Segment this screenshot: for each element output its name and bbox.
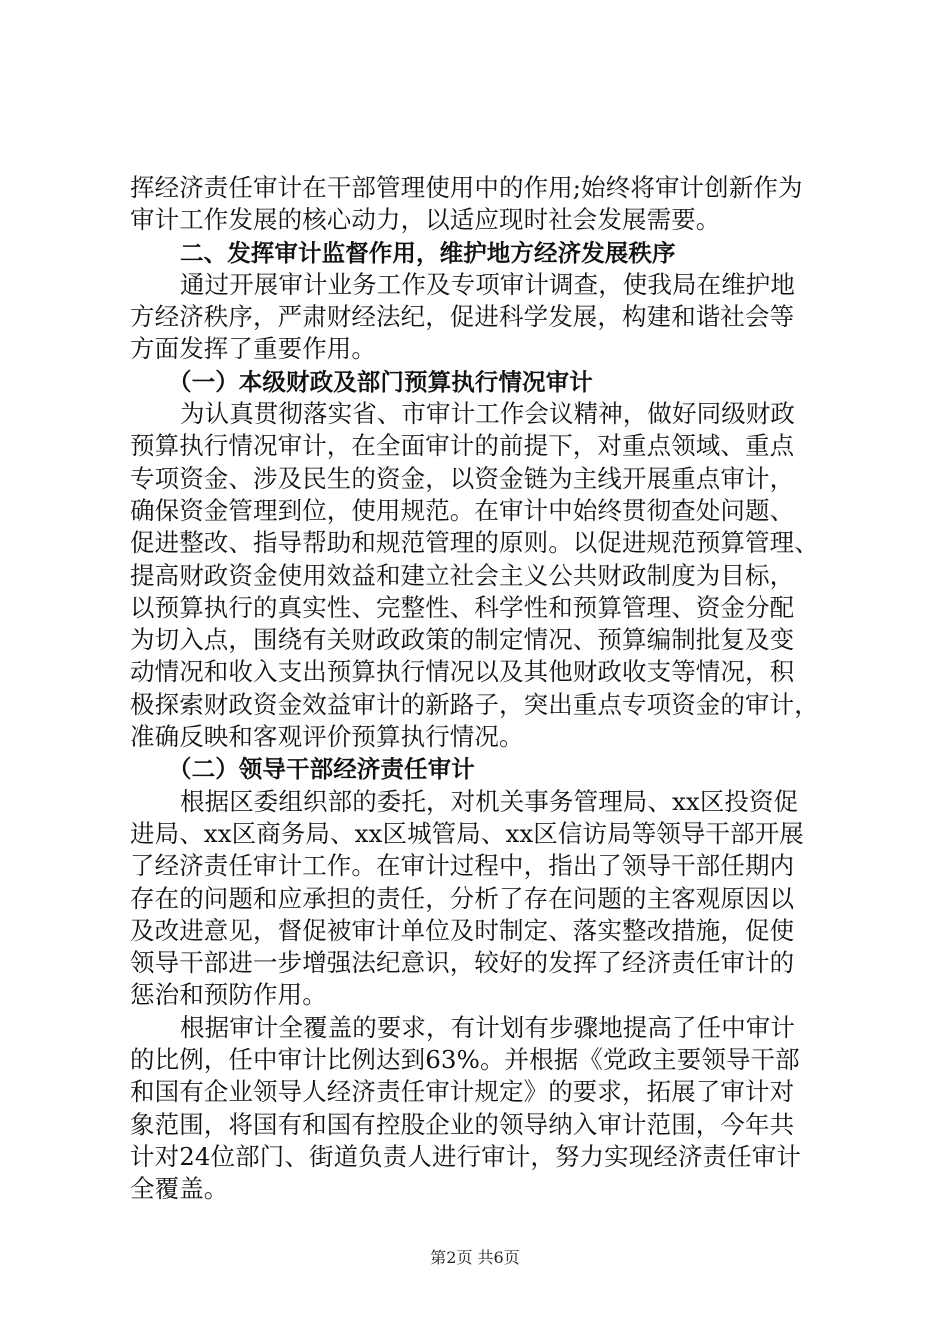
paragraph-line: 准确反映和客观评价预算执行情况。 — [130, 722, 524, 752]
paragraph-line: 的比例，任中审计比例达到63%。并根据《党政主要领导干部 — [130, 1045, 800, 1075]
section-heading: 二、发挥审计监督作用，维护地方经济发展秩序 — [180, 238, 676, 267]
paragraph-line: 惩治和预防作用。 — [130, 980, 327, 1010]
paragraph-line: 挥经济责任审计在干部管理使用中的作用;始终将审计创新作为 — [130, 173, 803, 202]
paragraph-line: 专项资金、涉及民生的资金，以资金链为主线开展重点审计， — [130, 463, 795, 493]
paragraph-line: 促进整改、指导帮助和规范管理的原则。以促进规范预算管理、 — [130, 528, 819, 558]
paragraph-line: 极探索财政资金效益审计的新路子，突出重点专项资金的审计， — [130, 689, 819, 719]
paragraph-line: 预算执行情况审计，在全面审计的前提下，对重点领域、重点 — [130, 431, 795, 461]
paragraph-line: 全覆盖。 — [130, 1174, 229, 1204]
paragraph-line: 和国有企业领导人经济责任审计规定》的要求，拓展了审计对 — [130, 1077, 795, 1107]
paragraph-line: 以预算执行的真实性、完整性、科学性和预算管理、资金分配 — [130, 592, 795, 622]
paragraph-line: 进局、xx区商务局、xx区城管局、xx区信访局等领导干部开展 — [130, 818, 804, 848]
paragraph-line: 确保资金管理到位，使用规范。在审计中始终贯彻查处问题、 — [130, 495, 795, 525]
paragraph-line: 存在的问题和应承担的责任，分析了存在问题的主客观原因以 — [130, 883, 795, 913]
paragraph-line: 方面发挥了重要作用。 — [130, 334, 376, 364]
paragraph-line: 方经济秩序，严肃财经法纪，促进科学发展，构建和谐社会等 — [130, 302, 795, 332]
paragraph-line: 审计工作发展的核心动力，以适应现时社会发展需要。 — [130, 205, 721, 235]
paragraph-line: 及改进意见，督促被审计单位及时制定、落实整改措施，促使 — [130, 915, 795, 945]
paragraph-line: 通过开展审计业务工作及专项审计调查，使我局在维护地 — [180, 269, 795, 299]
page-number-footer: 第2页 共6页 — [430, 1248, 520, 1267]
paragraph-line: 动情况和收入支出预算执行情况以及其他财政收支等情况，积 — [130, 657, 795, 687]
paragraph-line: 根据审计全覆盖的要求，有计划有步骤地提高了任中审计 — [180, 1012, 795, 1042]
paragraph-line: 了经济责任审计工作。在审计过程中，指出了领导干部任期内 — [130, 851, 795, 881]
paragraph-line: 为认真贯彻落实省、市审计工作会议精神，做好同级财政 — [180, 399, 795, 429]
paragraph-line: 象范围，将国有和国有控股企业的领导纳入审计范围，今年共 — [130, 1109, 795, 1139]
paragraph-line: 为切入点，围绕有关财政政策的制定情况、预算编制批复及变 — [130, 625, 795, 655]
subsection-heading: （一）本级财政及部门预算执行情况审计 — [168, 367, 593, 396]
paragraph-line: 领导干部进一步增强法纪意识，较好的发挥了经济责任审计的 — [130, 948, 795, 978]
paragraph-line: 根据区委组织部的委托，对机关事务管理局、xx区投资促 — [180, 786, 799, 816]
paragraph-line: 计对24位部门、街道负责人进行审计，努力实现经济责任审计 — [130, 1141, 801, 1171]
paragraph-line: 提高财政资金使用效益和建立社会主义公共财政制度为目标， — [130, 560, 795, 590]
document-body — [130, 172, 830, 1206]
subsection-heading: （二）领导干部经济责任审计 — [168, 755, 475, 784]
